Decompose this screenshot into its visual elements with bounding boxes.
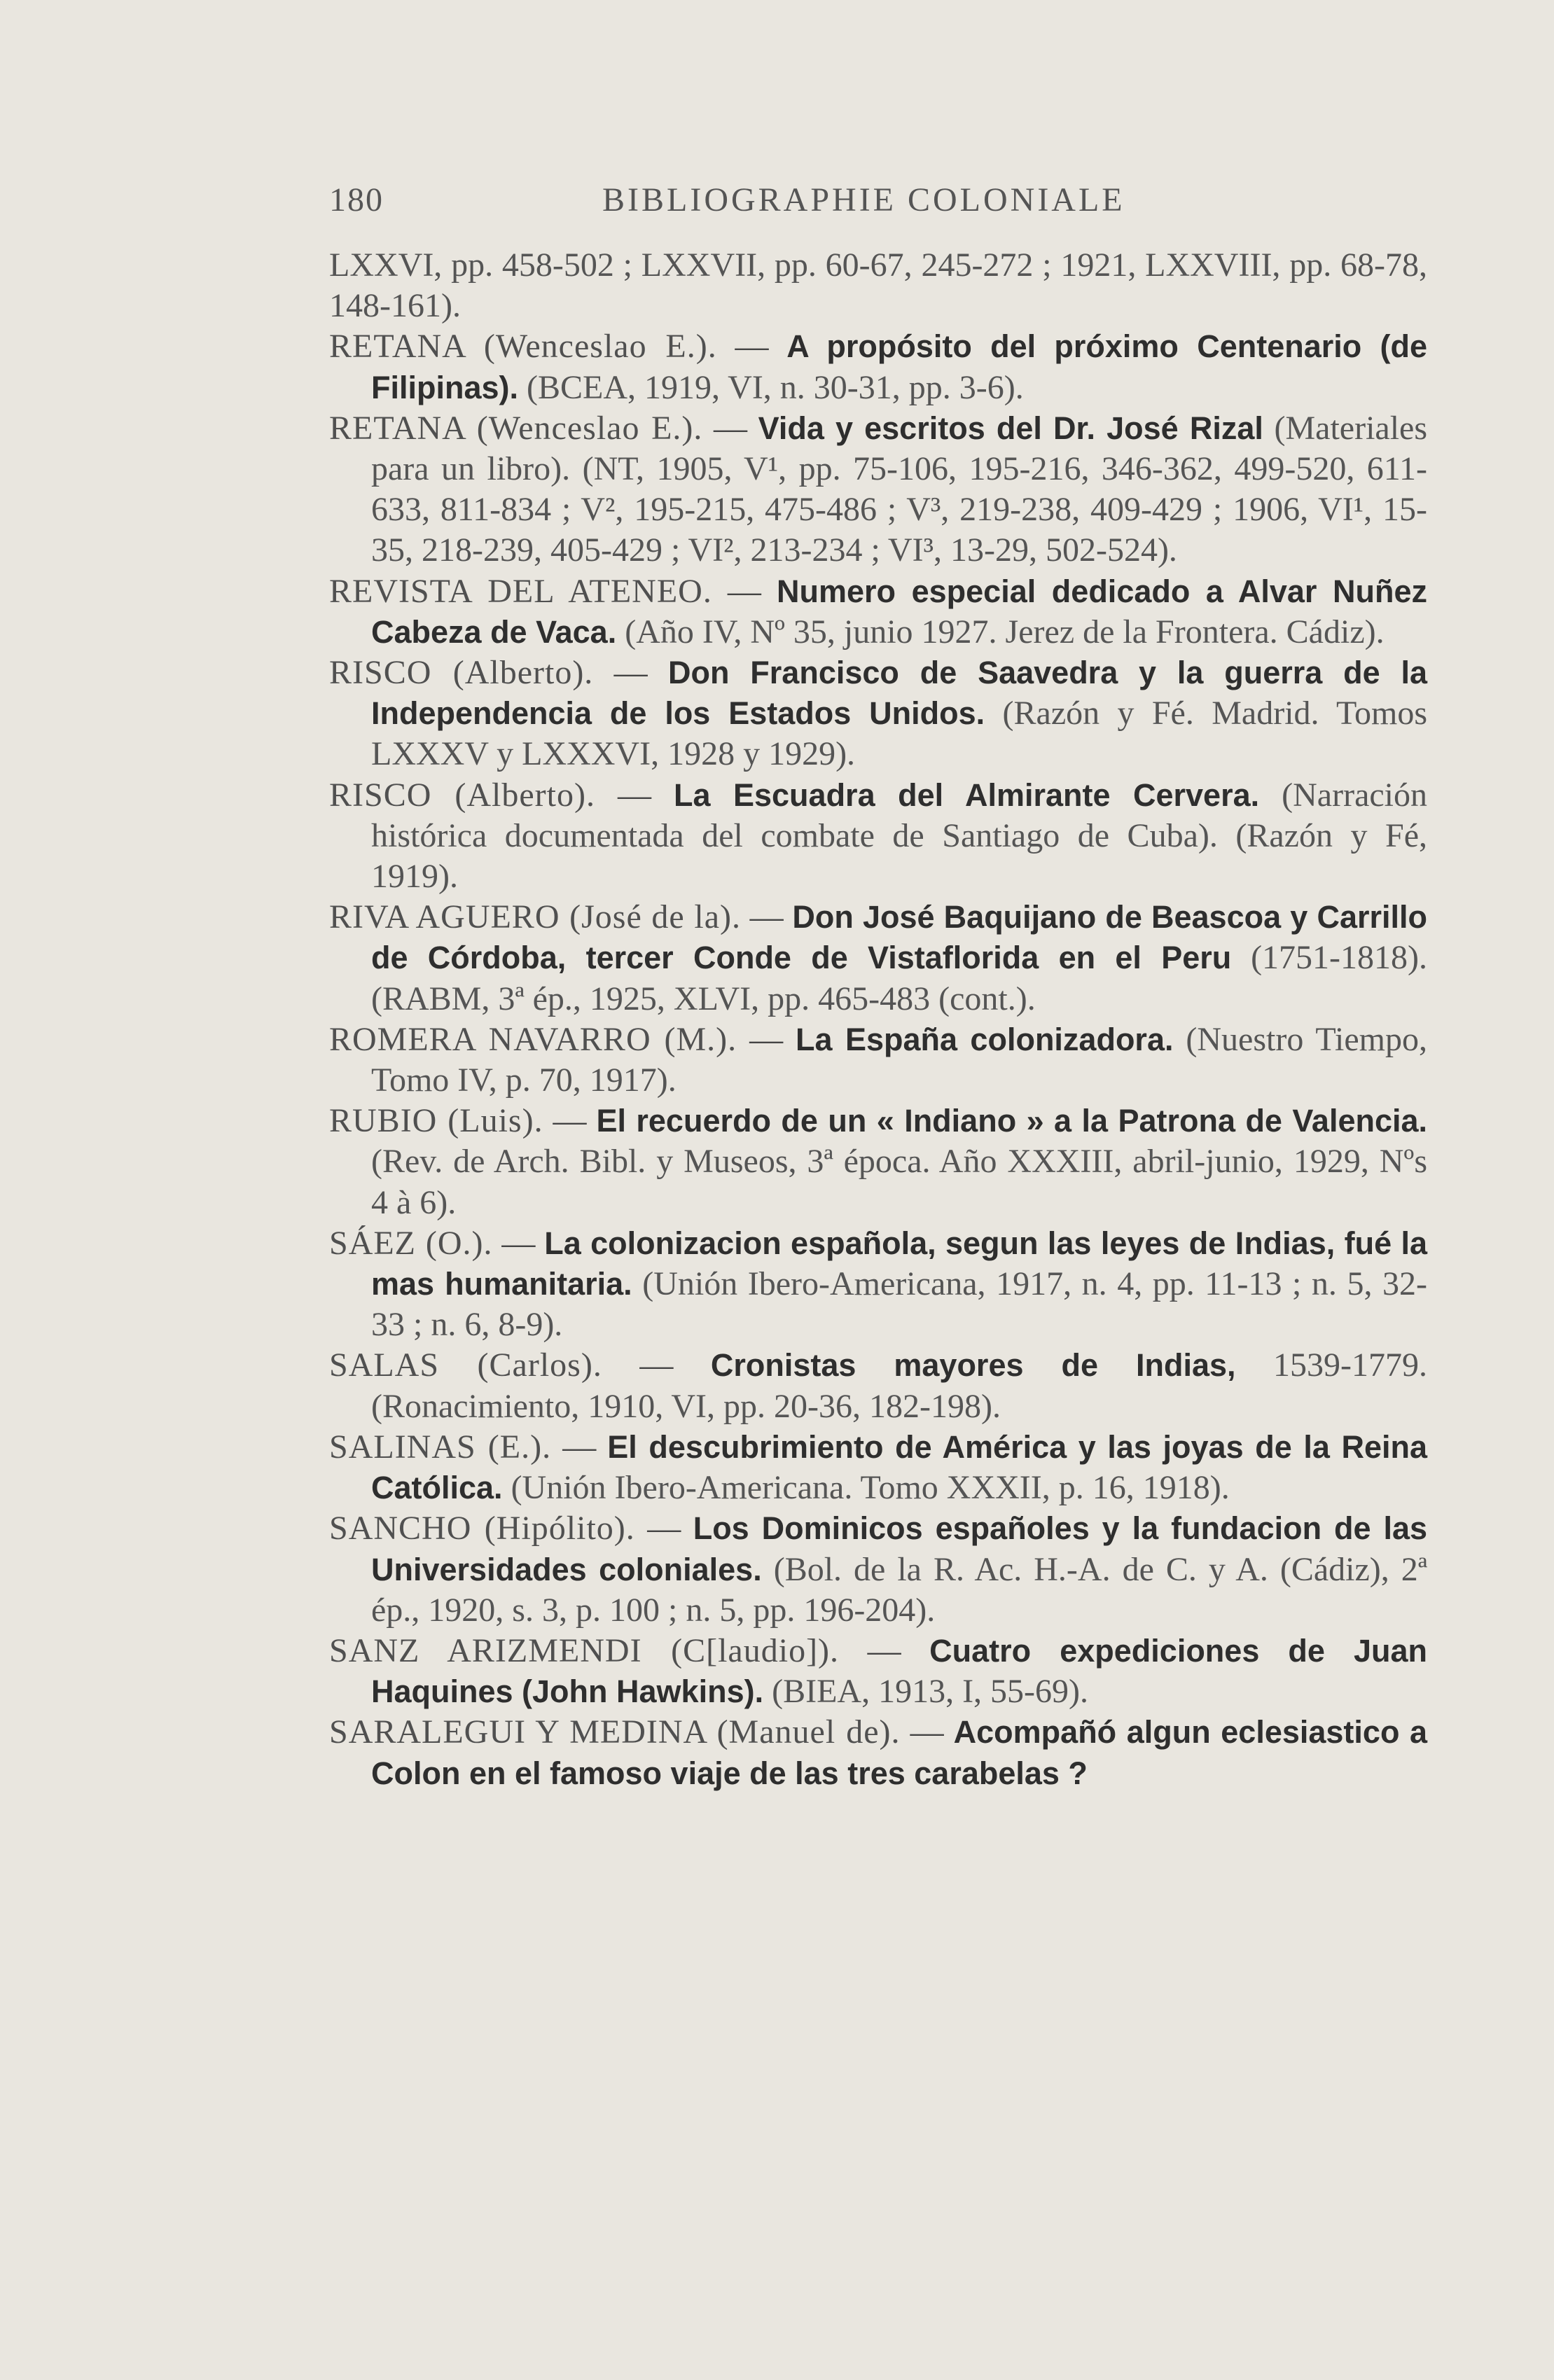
- entry-dash: —: [562, 1428, 597, 1466]
- bibliography-entry: [329, 1712, 1427, 1793]
- entry-author: RUBIO (Luis).: [329, 1102, 543, 1140]
- entry-source: (Unión Ibero-Americana, 1917, n. 4, pp. 11-13 ; n. 5, 32-33 ; n. 6, 8-9).: [371, 1265, 1427, 1344]
- entry-dash: —: [639, 1346, 674, 1384]
- bibliography-entry: [329, 1508, 1427, 1631]
- entry-title: Cuatro expediciones de Juan Haquines (John Hawkins).: [371, 1632, 1428, 1710]
- entry-dash: —: [714, 409, 748, 447]
- entry-source: (Rev. de Arch. Bibl. y Museos, 3ª época. Año XXXIII, abril-junio, 1929, Nºs 4 à 6).: [371, 1143, 1427, 1221]
- entry-source: (Razón y Fé. Madrid. Tomos LXXXV y LXXXVI, 1928 y 1929).: [371, 695, 1428, 773]
- entry-title: El descubrimiento de América y las joyas de la Reina Católica.: [371, 1428, 1427, 1506]
- entry-dash: —: [727, 572, 761, 610]
- bibliography-entry: [329, 571, 1427, 653]
- entry-source: (1751-1818). (RABM, 3ª ép., 1925, XLVI, pp. 465-483 (cont.).: [371, 939, 1428, 1017]
- entry-title: Don José Baquijano de Beascoa y Carrillo de Córdoba, tercer Conde de Vistaflorida en el Peru: [371, 899, 1427, 976]
- entry-source: (Nuestro Tiempo, Tomo IV, p. 70, 1917).: [371, 1020, 1428, 1099]
- entry-source: (Año IV, Nº 35, junio 1927. Jerez de la Frontera. Cádiz).: [625, 613, 1385, 650]
- bibliography-entry: [329, 1101, 1427, 1223]
- entry-author: ROMERA NAVARRO (M.).: [329, 1020, 737, 1058]
- entry-title: Cronistas mayores de Indias,: [710, 1347, 1236, 1384]
- page-number: 180: [329, 181, 384, 218]
- entry-dash: —: [501, 1224, 536, 1262]
- entry-source: (Materiales para un libro). (NT, 1905, V¹, pp. 75-106, 195-216, 346-362, 499-520, 611-633, 811-834 ; V², 195-215, 475-486 ; V³, 219-238, 409-429 ; 1906, VI¹, 15-35, 218-239, 405-429 ; VI², 213-234 ; VI³, 13-29, 502-524).: [371, 409, 1428, 569]
- entry-dash: —: [867, 1631, 901, 1669]
- bibliography-entry: [329, 408, 1427, 571]
- entry-author: REVISTA DEL ATENEO.: [329, 572, 712, 610]
- entry-title: A propósito del próximo Centenario (de Filipinas).: [371, 328, 1428, 405]
- entry-author: RISCO (Alberto).: [329, 654, 594, 692]
- entry-title: Don Francisco de Saavedra y la guerra de la Independencia de los Estados Unidos.: [371, 655, 1428, 732]
- entry-author: SALAS (Carlos).: [329, 1346, 602, 1384]
- entry-title: La colonizacion española, segun las leyes de Indias, fué la mas humanitaria.: [371, 1225, 1428, 1302]
- entry-author: SÁEZ (O.).: [329, 1224, 493, 1262]
- bibliography-entry: [329, 245, 1427, 326]
- bibliography-entry: [329, 775, 1427, 898]
- entry-author: RIVA AGUERO (José de la).: [329, 898, 742, 936]
- entry-dash: —: [617, 776, 651, 814]
- entry-title: Numero especial dedicado a Alvar Nuñez Cabeza de Vaca.: [371, 573, 1428, 650]
- running-header: [329, 181, 1427, 230]
- entry-author: RETANA (Wenceslao E.).: [329, 409, 703, 447]
- bibliography-entry: [329, 1345, 1427, 1426]
- bibliography-entry: [329, 1019, 1427, 1101]
- entry-dash: —: [553, 1102, 587, 1140]
- bibliography-entry: [329, 326, 1427, 408]
- entry-source: (BIEA, 1913, I, 55-69).: [772, 1673, 1089, 1711]
- entry-author: RETANA (Wenceslao E.).: [329, 328, 717, 366]
- entry-source: (Narración histórica documentada del combate de Santiago de Cuba). (Razón y Fé, 1919).: [371, 776, 1428, 896]
- entry-title: Acompañó algun eclesiastico a Colon en el famoso viaje de las tres carabelas ?: [371, 1714, 1428, 1791]
- bibliography-entry: [329, 1631, 1427, 1712]
- entry-title: Vida y escritos del Dr. José Rizal: [758, 410, 1263, 446]
- bibliography-entry: [329, 653, 1427, 775]
- entry-source: (BCEA, 1919, VI, n. 30-31, pp. 3-6).: [527, 368, 1024, 406]
- entry-dash: —: [749, 1020, 784, 1058]
- entry-dash: —: [910, 1713, 944, 1751]
- entry-author: SANCHO (Hipólito).: [329, 1510, 635, 1547]
- entry-author: RISCO (Alberto).: [329, 776, 595, 814]
- entry-source: (Unión Ibero-Americana. Tomo XXXII, p. 16, 1918).: [511, 1469, 1230, 1507]
- entry-title: La Escuadra del Almirante Cervera.: [673, 777, 1260, 813]
- entry-dash: —: [647, 1510, 681, 1547]
- entry-source: (Bol. de la R. Ac. H.-A. de C. y A. (Cádiz), 2ª ép., 1920, s. 3, p. 100 ; n. 5, pp. 196-204).: [371, 1550, 1428, 1629]
- entry-title: El recuerdo de un « Indiano » a la Patrona de Valencia.: [596, 1103, 1428, 1139]
- entry-dash: —: [749, 898, 784, 936]
- bibliography-entry: [329, 897, 1427, 1019]
- entry-dash: —: [613, 654, 648, 692]
- entry-dash: —: [735, 328, 769, 366]
- bibliography-list: [329, 245, 1427, 1794]
- entry-author: SARALEGUI Y MEDINA (Manuel de).: [329, 1713, 901, 1751]
- entry-source: LXXVI, pp. 458-502 ; LXXVII, pp. 60-67, 245-272 ; 1921, LXXVIII, pp. 68-78, 148-161).: [329, 246, 1427, 325]
- entry-title: La España colonizadora.: [796, 1021, 1174, 1057]
- bibliography-entry: [329, 1427, 1427, 1508]
- bibliography-entry: [329, 1223, 1427, 1346]
- running-title: BIBLIOGRAPHIE COLONIALE: [602, 181, 1125, 218]
- entry-title: Los Dominicos españoles y la fundacion de las Universidades coloniales.: [371, 1510, 1428, 1587]
- entry-author: SALINAS (E.).: [329, 1428, 552, 1466]
- entry-source: 1539-1779. (Ronacimiento, 1910, VI, pp. 20-36, 182-198).: [371, 1346, 1428, 1425]
- entry-author: SANZ ARIZMENDI (C[laudio]).: [329, 1631, 840, 1669]
